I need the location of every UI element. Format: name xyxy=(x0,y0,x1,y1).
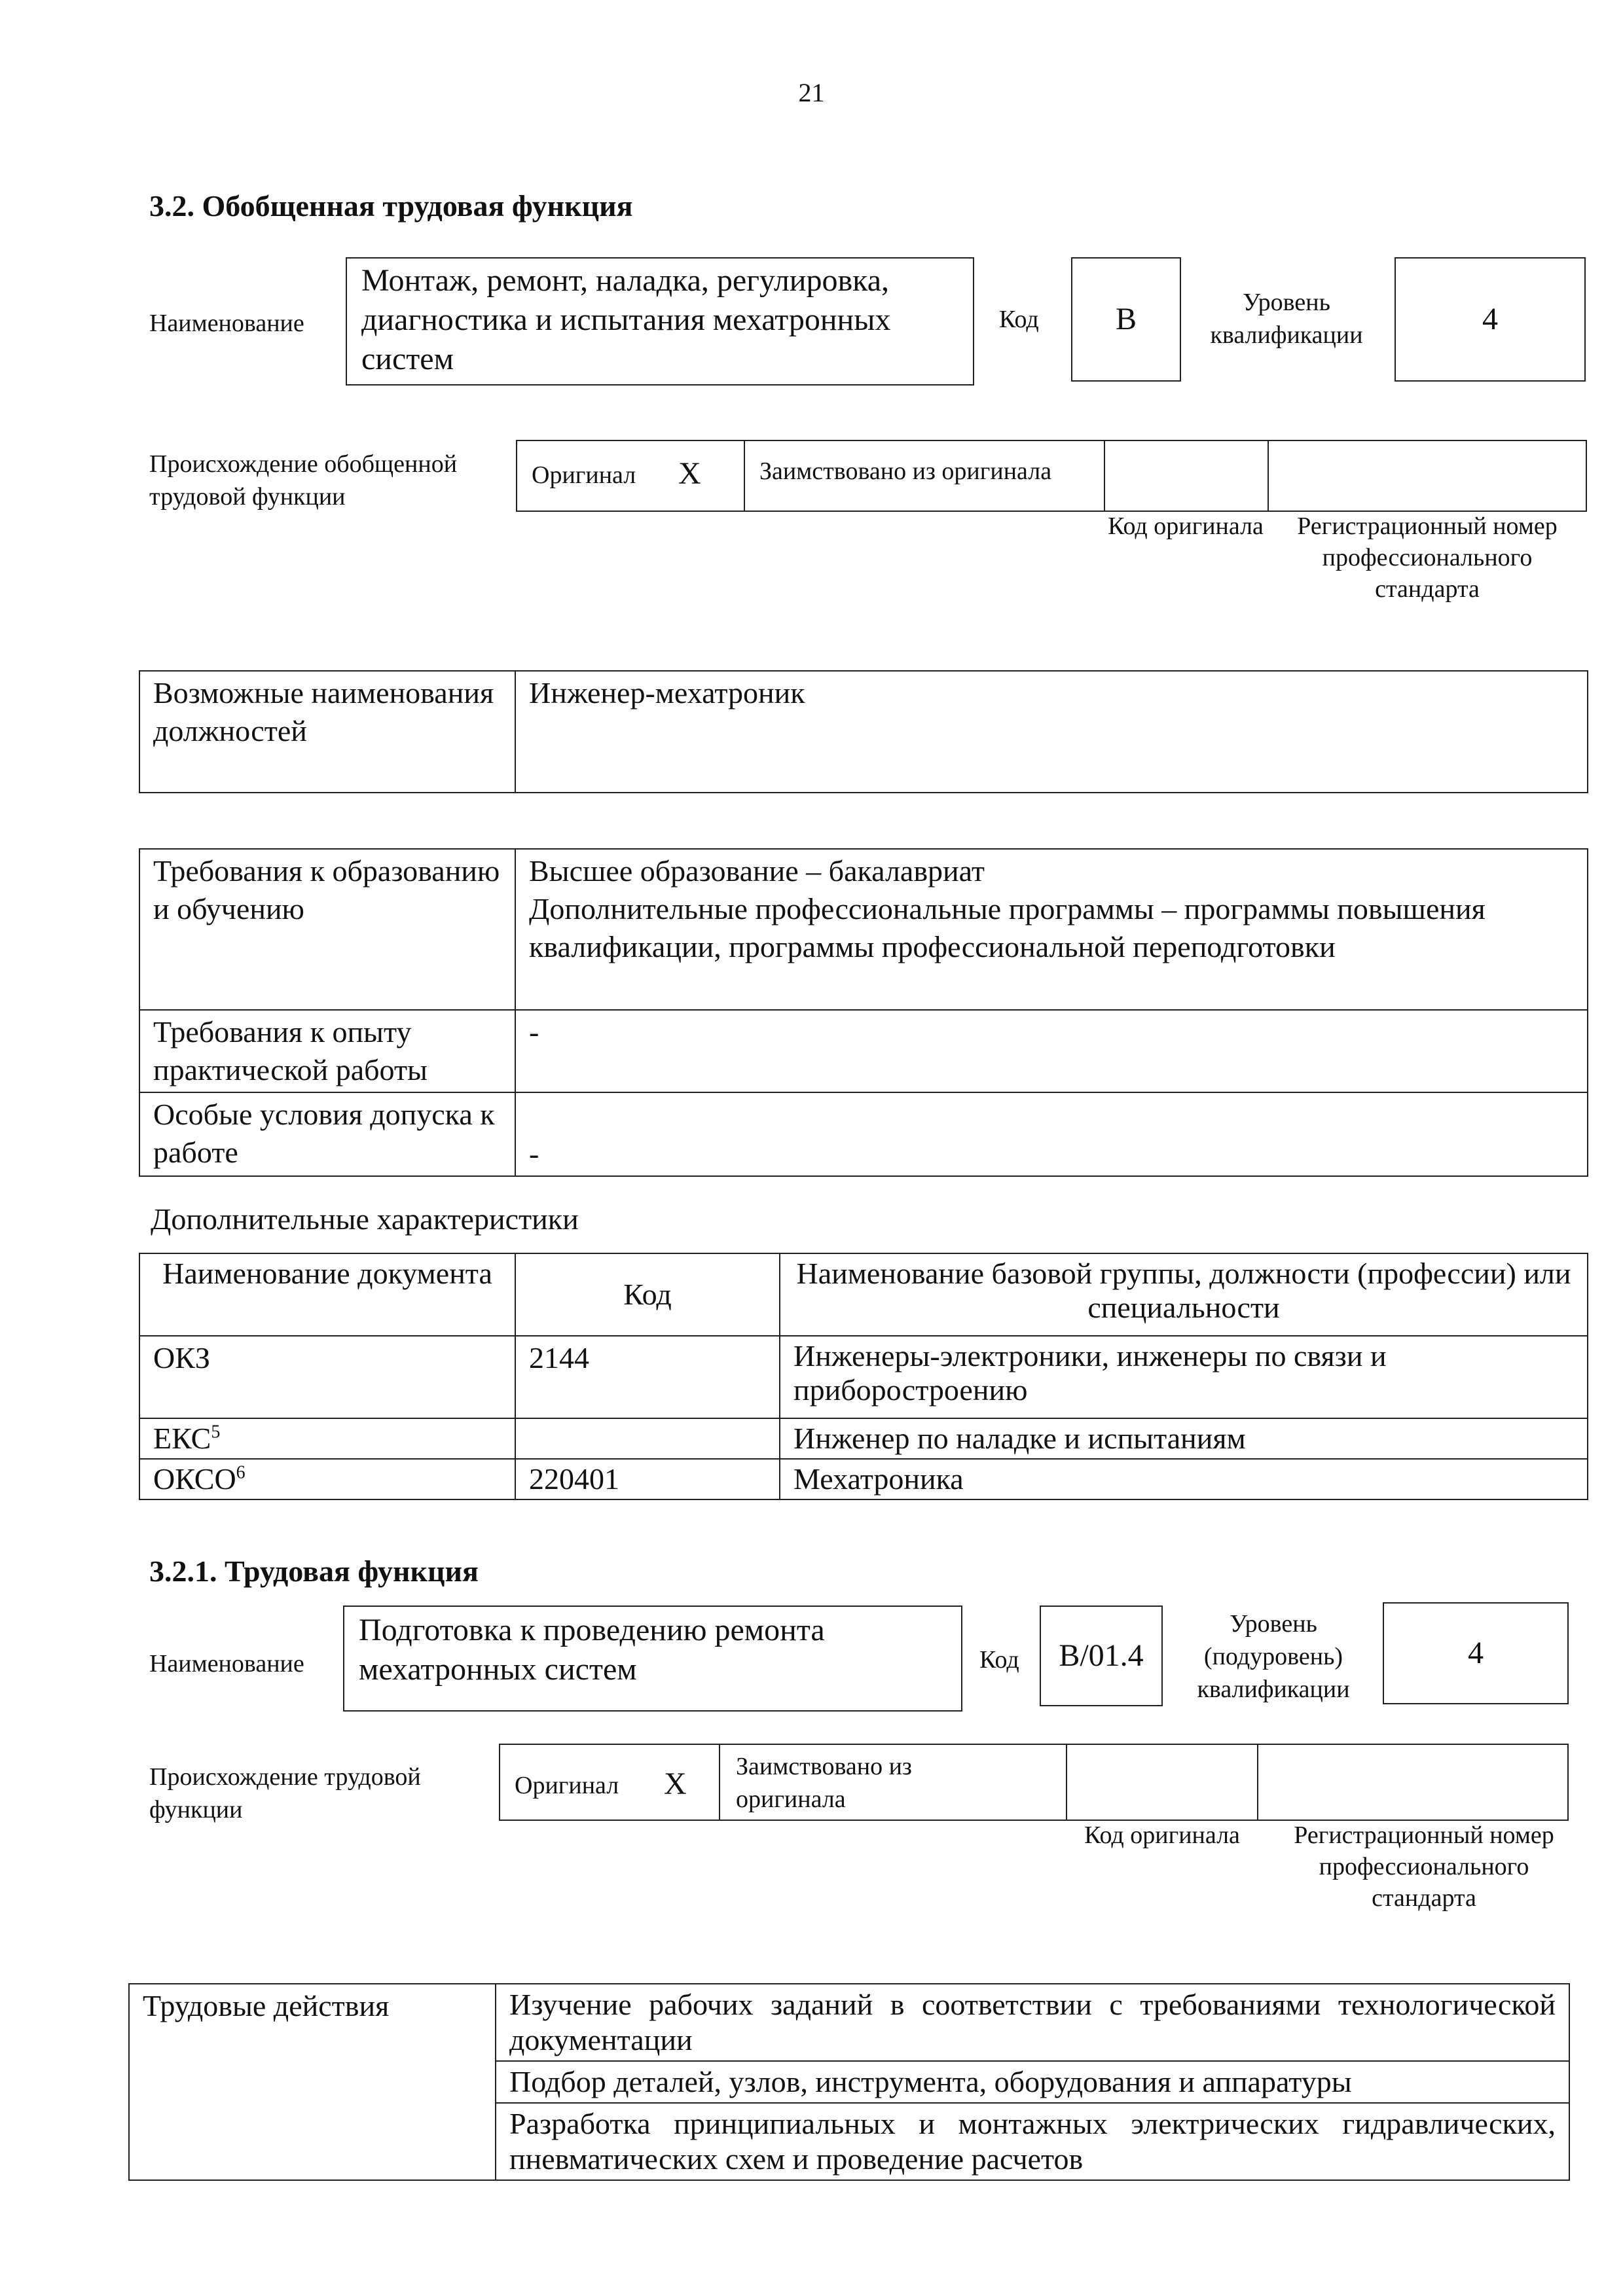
qualification-level-label: Уровень (подуровень) квалификации xyxy=(1197,1610,1350,1703)
footnote-mark: 6 xyxy=(236,1462,246,1483)
origin-label: Происхождение трудовой функции xyxy=(149,1763,421,1823)
labor-action: Разработка принципиальных и монтажных электрических гидравлических, пневматических схем и проведение расчетов xyxy=(496,2103,1569,2180)
requirement-label: Требования к опыту практической работы xyxy=(139,1010,515,1092)
doc-cell xyxy=(139,1459,515,1499)
requirement-label: Особые условия допуска к работе xyxy=(139,1092,515,1176)
borrowed-label: Заимствовано из оригинала xyxy=(759,457,1052,485)
labor-action: Изучение рабочих заданий в соответствии с требованиями технологической документации xyxy=(496,1984,1569,2061)
doc-cell xyxy=(139,1418,515,1459)
occupation-cell: Инженер по наладке и испытаниям xyxy=(780,1418,1588,1459)
qualification-level-label: Уровень квалификации xyxy=(1210,289,1363,349)
name-label: Наименование xyxy=(149,1650,304,1677)
occupation-cell: Инженеры-электроники, инженеры по связи и приборостроению xyxy=(780,1336,1588,1418)
origin-divider xyxy=(1257,1745,1258,1820)
function-name-field: Подготовка к проведению ремонта мехатронных систем xyxy=(343,1605,962,1712)
qualification-level-field: 4 xyxy=(1395,257,1586,382)
labor-actions-label: Трудовые действия xyxy=(129,1984,496,2180)
table-row xyxy=(139,1010,1588,1092)
doc-name: ОКСО xyxy=(153,1462,236,1496)
footnote-mark: 5 xyxy=(211,1422,221,1443)
name-label: Наименование xyxy=(149,310,304,337)
labor-action: Подбор деталей, узлов, инструмента, оборудования и аппаратуры xyxy=(496,2061,1569,2103)
original-label: Оригинал xyxy=(532,461,636,489)
occupation-cell: Мехатроника xyxy=(780,1459,1588,1499)
code-label: Код xyxy=(979,1646,1019,1674)
positions-table xyxy=(139,670,1588,793)
requirement-value: Высшее образование – бакалавриат Дополнительные профессиональные программы – программы повышения квалификации, программы профессиональной переподготовки xyxy=(515,849,1588,1010)
original-code-caption: Код оригинала xyxy=(1108,512,1264,540)
requirements-table xyxy=(139,848,1588,1177)
origin-divider xyxy=(719,1745,720,1820)
code-cell: 2144 xyxy=(515,1336,780,1418)
function-name-field: Монтаж, ремонт, наладка, регулировка, диагностика и испытания мехатронных систем xyxy=(346,257,974,386)
column-header: Наименование базовой группы, должности (профессии) или специальности xyxy=(780,1253,1588,1336)
table-row xyxy=(129,1984,1569,2061)
table-row xyxy=(139,1459,1588,1499)
table-row xyxy=(139,1418,1588,1459)
doc-cell xyxy=(139,1336,515,1418)
section-heading: 3.2.1. Трудовая функция xyxy=(149,1554,479,1588)
requirement-value: - xyxy=(515,1010,1588,1092)
registration-number-caption: Регистрационный номер профессионального стандарта xyxy=(1297,512,1558,603)
origin-divider xyxy=(1066,1745,1067,1820)
origin-divider xyxy=(1267,441,1269,511)
origin-divider xyxy=(1104,441,1105,511)
origin-label: Происхождение обобщенной трудовой функции xyxy=(149,450,458,511)
code-field: B xyxy=(1071,257,1181,382)
original-code-caption: Код оригинала xyxy=(1084,1821,1240,1849)
table-row xyxy=(139,671,1588,793)
qualification-level-field: 4 xyxy=(1383,1602,1569,1704)
table-row xyxy=(139,1092,1588,1176)
positions-value: Инженер-мехатроник xyxy=(515,671,1588,793)
code-label: Код xyxy=(999,306,1039,333)
column-header: Наименование документа xyxy=(139,1253,515,1336)
registration-number-caption: Регистрационный номер профессионального стандарта xyxy=(1294,1821,1554,1912)
origin-row xyxy=(499,1744,1569,1821)
original-mark: X xyxy=(678,456,701,491)
code-cell: 220401 xyxy=(515,1459,780,1499)
original-label: Оригинал xyxy=(515,1772,619,1799)
origin-divider xyxy=(744,441,745,511)
origin-row xyxy=(516,440,1587,512)
doc-name: ЕКС xyxy=(153,1422,211,1455)
section-heading: 3.2. Обобщенная трудовая функция xyxy=(149,189,633,223)
extra-characteristics-heading: Дополнительные характеристики xyxy=(151,1202,579,1236)
labor-actions-table xyxy=(128,1983,1570,2181)
table-row xyxy=(139,849,1588,1010)
column-header: Код xyxy=(515,1253,780,1336)
extra-characteristics-table xyxy=(139,1253,1588,1500)
requirement-value: - xyxy=(515,1092,1588,1176)
requirement-label: Требования к образованию и обучению xyxy=(139,849,515,1010)
table-header-row xyxy=(139,1253,1588,1336)
positions-label: Возможные наименования должностей xyxy=(139,671,515,793)
borrowed-label: Заимствовано из оригинала xyxy=(736,1753,912,1813)
code-field: B/01.4 xyxy=(1040,1605,1163,1706)
page-number: 21 xyxy=(798,78,825,107)
original-mark: X xyxy=(664,1767,687,1801)
table-row xyxy=(139,1336,1588,1418)
code-cell xyxy=(515,1418,780,1459)
doc-name: ОКЗ xyxy=(153,1341,210,1374)
